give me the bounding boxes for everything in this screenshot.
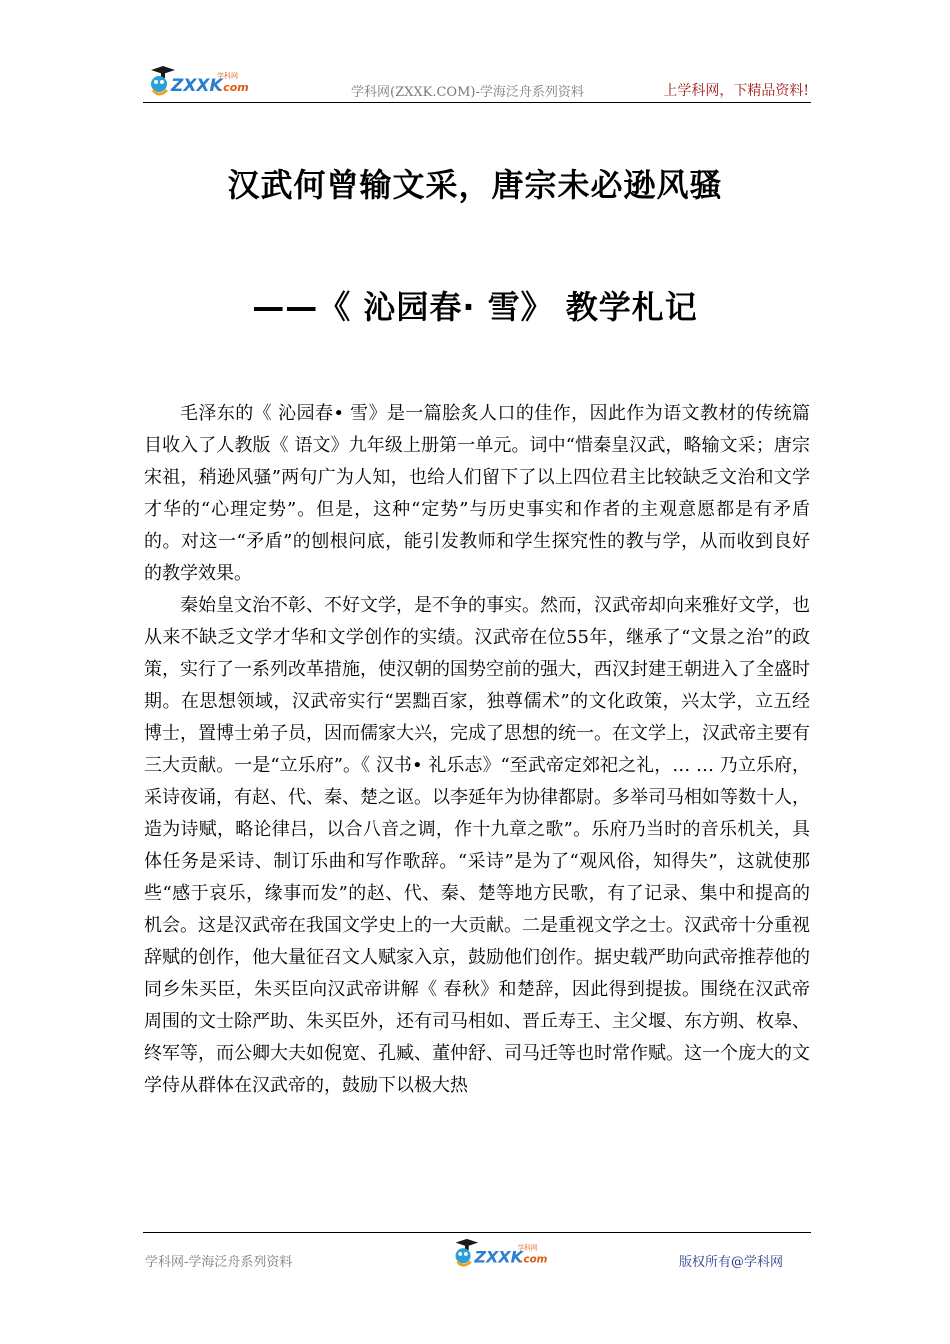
svg-text:ZXXK: ZXXK	[171, 76, 223, 96]
svg-text:.com: .com	[519, 1253, 548, 1266]
paragraph-2: 秦始皇文治不彰、不好文学，是不争的事实。然而，汉武帝却向来雅好文学，也从来不缺乏文学才华和文学创作的实绩。汉武帝在位55年，继承了“文景之治”的政策，实行了一系列改革措施，使汉朝的国势空前的强大，西汉封建王朝进入了全盛时期。在思想领域，汉武帝实行“罢黜百家，独尊儒术”的文化政策，兴太学，立五经博士，置博士弟子员，因而儒家大兴，完成了思想的统一。在文学上，汉武帝主要有三大贡献。一是“立乐府”。《 汉书• 礼乐志》“至武帝定郊祀之礼，… … 乃立乐府，采诗夜诵，有赵、代、秦、楚之讴。以李延年为协律都尉。多举司马相如等数十人，造为诗赋，略论律吕，以合八音之调，作十九章之歌”。乐府乃当时的音乐机关，具体任务是采诗、制订乐曲和写作歌辞。“采诗”是为了“观风俗，知得失”，这就使那些“感于哀乐，缘事而发”的赵、代、秦、楚等地方民歌，有了记录、集中和提高的机会。这是汉武帝在我国文学史上的一大贡献。二是重视文学之士。汉武帝十分重视辞赋的创作，他大量征召文人赋家入京，鼓励他们创作。据史载严助向武帝推荐他的同乡朱买臣，朱买臣向汉武帝讲解《 春秋》和楚辞，因此得到提拔。围绕在汉武帝周围的文士除严助、朱买臣外，还有司马相如、晋丘寿王、主父堰、东方朔、枚皋、终军等，而公卿大夫如倪宽、孔臧、董仲舒、司马迁等也时常作赋。这一个庞大的文学侍从群体在汉武帝的，鼓励下以极大热	[144, 595, 810, 1096]
article-subtitle: ——《 沁园春· 雪》 教学札记	[252, 288, 698, 326]
zxxk-footer-logo-icon	[445, 1237, 547, 1269]
svg-text:ZXXK: ZXXK	[474, 1247, 524, 1267]
footer-copyright: 版权所有@学科网	[678, 1255, 783, 1270]
zxxk-logo-icon	[143, 64, 249, 98]
svg-text:学科网: 学科网	[217, 72, 238, 80]
svg-text:学科网: 学科网	[517, 1244, 538, 1253]
article-body	[144, 398, 810, 1102]
paragraph-1: 毛泽东的《 沁园春• 雪》是一篇脍炙人口的佳作，因此作为语文教材的传统篇目收入了人教版《 语文》九年级上册第一单元。词中“惜秦皇汉武，略输文采；唐宗宋祖，稍逊风骚”两句广为人知，也给人们留下了以上四位君主比较缺乏文治和文学才华的“心理定势”。但是，这种“定势”与历史事实和作者的主观意愿都是有矛盾的。对这一“矛盾”的刨根问底，能引发教师和学生探究性的教与学，从而收到良好的教学效果。	[144, 403, 810, 584]
article-title: 汉武何曾输文采，唐宗未必逊风骚	[227, 166, 723, 204]
header-slogan: 上学科网，下精品资料!	[663, 83, 809, 99]
header-site-text: 学科网(ZXXK.COM)-学海泛舟系列资料	[351, 85, 584, 100]
page-header	[143, 60, 811, 103]
page-footer	[143, 1232, 811, 1273]
footer-site-text: 学科网-学海泛舟系列资料	[145, 1255, 293, 1270]
svg-text:.com: .com	[219, 81, 249, 94]
